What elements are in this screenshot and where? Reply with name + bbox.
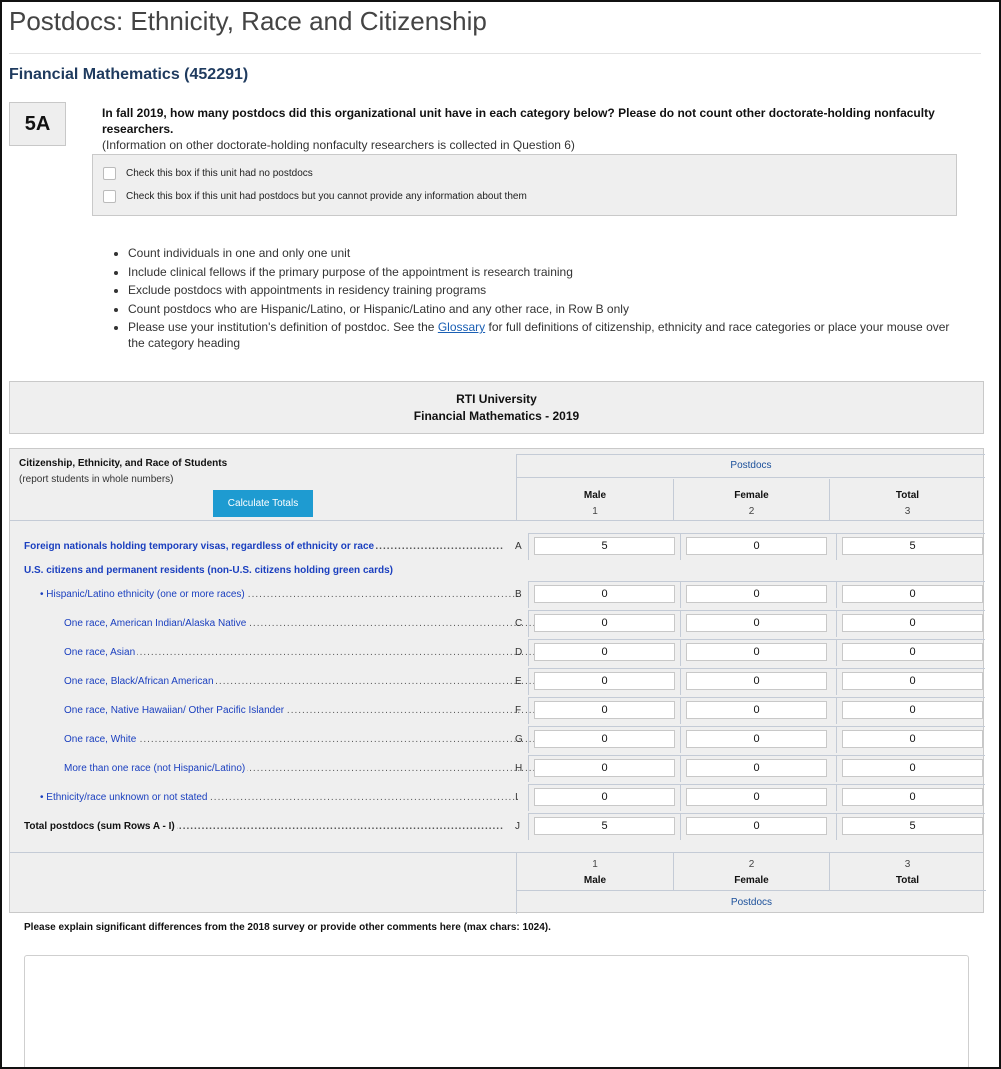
table-row-h	[10, 754, 985, 783]
instruction-item: • Count individuals in one and only one unit	[128, 245, 964, 261]
female-cell	[680, 755, 836, 782]
total-cell	[836, 668, 985, 695]
row-label: • Hispanic/Latino ethnicity (one or more races) .....	[40, 580, 520, 609]
row-letter: C	[515, 618, 523, 629]
row-letter: A	[515, 541, 522, 552]
male-input[interactable]	[534, 672, 675, 690]
column-number: 2	[748, 506, 755, 517]
male-input[interactable]	[534, 788, 675, 806]
column-footer-female	[673, 852, 829, 890]
grid-subtitle: (report students in whole numbers)	[19, 474, 174, 485]
total-input[interactable]	[842, 672, 983, 690]
table-row-g	[10, 725, 985, 754]
total-input[interactable]	[842, 701, 983, 719]
no-info-row[interactable]	[103, 190, 527, 203]
total-cell	[836, 639, 985, 666]
column-header-female	[673, 479, 829, 521]
row-label: One race, Black/African American .....	[64, 667, 544, 696]
column-label: Male	[583, 875, 607, 886]
table-row-e	[10, 667, 985, 696]
male-cell	[528, 639, 680, 666]
total-cell	[836, 813, 985, 840]
male-input[interactable]	[534, 759, 675, 777]
male-cell	[528, 726, 680, 753]
row-letter: H	[515, 763, 523, 774]
female-input[interactable]	[686, 701, 827, 719]
column-footer-male	[517, 852, 673, 890]
male-input[interactable]	[534, 730, 675, 748]
column-label: Female	[734, 490, 769, 501]
column-label: Male	[583, 490, 607, 501]
question-text	[102, 105, 972, 153]
institution-name: RTI University	[456, 392, 537, 406]
male-cell	[528, 610, 680, 637]
column-footer-total	[829, 852, 985, 890]
instruction-text: Please use your institution's definition of postdoc. See the	[128, 320, 438, 334]
male-cell	[528, 581, 680, 608]
postdocs-group-label: Postdocs	[517, 890, 986, 914]
male-cell	[528, 755, 680, 782]
female-input[interactable]	[686, 759, 827, 777]
male-input[interactable]	[534, 817, 675, 835]
male-input[interactable]	[534, 614, 675, 632]
instruction-item: • Exclude postdocs with appointments in residency training programs	[128, 282, 964, 298]
female-input[interactable]	[686, 643, 827, 661]
no-info-label: Check this box if this unit had postdocs but you cannot provide any information about them	[126, 191, 527, 202]
female-cell	[680, 784, 836, 811]
instruction-item: • Count postdocs who are Hispanic/Latino, or Hispanic/Latino and any other race, in Row B only	[128, 301, 964, 317]
title-divider	[9, 53, 981, 54]
total-input[interactable]	[842, 817, 983, 835]
total-input[interactable]	[842, 643, 983, 661]
institution-unit-year: Financial Mathematics - 2019	[413, 409, 580, 423]
female-cell	[680, 581, 836, 608]
male-cell	[528, 784, 680, 811]
row-letter: I	[515, 792, 518, 803]
table-row-b	[10, 580, 985, 609]
comments-label: Please explain significant differences from the 2018 survey or provide other comments here (max chars: 1024).	[24, 922, 551, 933]
row-label: • Ethnicity/race unknown or not stated .....	[40, 783, 520, 812]
row-label: Total postdocs (sum Rows A - I) .....	[24, 812, 504, 841]
row-label: One race, Asian .....	[64, 638, 544, 667]
male-cell	[528, 813, 680, 840]
instruction-item	[128, 319, 964, 351]
total-cell	[836, 784, 985, 811]
total-cell	[836, 726, 985, 753]
row-label: One race, Native Hawaiian/ Other Pacific Islander .....	[64, 696, 544, 725]
female-input[interactable]	[686, 585, 827, 603]
row-label: One race, American Indian/Alaska Native .....	[64, 609, 544, 638]
female-input[interactable]	[686, 788, 827, 806]
row-letter: E	[515, 676, 522, 687]
total-input[interactable]	[842, 759, 983, 777]
female-input[interactable]	[686, 672, 827, 690]
row-letter: B	[515, 589, 522, 600]
column-number: 1	[592, 859, 598, 870]
postdocs-group-label: Postdocs	[517, 455, 985, 478]
table-row-i	[10, 783, 985, 812]
female-cell	[680, 813, 836, 840]
row-label: More than one race (not Hispanic/Latino) .....	[64, 754, 544, 783]
female-input[interactable]	[686, 730, 827, 748]
table-row-c	[10, 609, 985, 638]
checkbox-panel	[92, 154, 957, 216]
column-label: Total	[895, 875, 920, 886]
total-cell	[836, 581, 985, 608]
no-postdocs-checkbox[interactable]	[103, 167, 116, 180]
row-letter: D	[515, 647, 523, 658]
header-divider	[10, 520, 983, 521]
row-letter: G	[515, 734, 523, 745]
male-cell	[528, 697, 680, 724]
total-cell	[836, 610, 985, 637]
instruction-text: for full definitions of citizenship, ethnicity and race categories or place your mouse over the category heading	[128, 320, 950, 350]
column-number: 3	[904, 506, 911, 517]
page-title: Postdocs: Ethnicity, Race and Citizenship	[9, 6, 487, 36]
column-label: Total	[895, 490, 920, 501]
instructions-list	[114, 245, 964, 354]
no-info-checkbox[interactable]	[103, 190, 116, 203]
instruction-item: • Include clinical fellows if the primary purpose of the appointment is research training	[128, 264, 964, 280]
postdoc-grid	[9, 448, 984, 913]
row-label: Foreign nationals holding temporary visas, regardless of ethnicity or race .....	[24, 532, 504, 561]
female-cell	[680, 639, 836, 666]
row-letter: J	[515, 821, 520, 832]
table-row-f	[10, 696, 985, 725]
grid-title: Citizenship, Ethnicity, and Race of Students	[19, 458, 228, 469]
female-cell	[680, 610, 836, 637]
male-input[interactable]	[534, 537, 675, 555]
column-header-total	[829, 479, 985, 521]
male-input[interactable]	[534, 701, 675, 719]
total-cell	[836, 755, 985, 782]
male-cell	[528, 668, 680, 695]
total-input[interactable]	[842, 537, 983, 555]
unit-name: Financial Mathematics (452291)	[9, 66, 249, 83]
column-header-male	[517, 479, 673, 521]
table-row-j	[10, 812, 985, 841]
total-input[interactable]	[842, 788, 983, 806]
glossary-link[interactable]: Glossary	[437, 320, 486, 334]
column-footer-group	[516, 852, 985, 914]
institution-header	[9, 381, 984, 434]
calculate-totals-button[interactable]: Calculate Totals	[213, 490, 313, 517]
column-number: 1	[592, 506, 598, 517]
female-input[interactable]	[686, 614, 827, 632]
total-input[interactable]	[842, 614, 983, 632]
total-cell	[836, 697, 985, 724]
section-us-label: U.S. citizens and permanent residents (non-U.S. citizens holding green cards)	[24, 565, 393, 576]
column-header-group	[516, 454, 985, 520]
column-label: Female	[734, 875, 769, 886]
female-cell	[680, 668, 836, 695]
total-input[interactable]	[842, 730, 983, 748]
male-input[interactable]	[534, 585, 675, 603]
row-label: One race, White .....	[64, 725, 544, 754]
column-number: 3	[904, 859, 911, 870]
female-cell	[680, 697, 836, 724]
female-cell	[680, 726, 836, 753]
question-prompt: In fall 2019, how many postdocs did this organizational unit have in each category below? Please do not count other doctorate-holding nonfaculty researchers.	[102, 106, 935, 136]
row-letter: F	[515, 705, 522, 716]
comments-textarea[interactable]	[24, 955, 969, 1069]
column-number: 2	[748, 859, 755, 870]
total-input[interactable]	[842, 585, 983, 603]
male-input[interactable]	[534, 643, 675, 661]
table-row-d	[10, 638, 985, 667]
no-postdocs-row[interactable]	[103, 167, 313, 180]
question-number: 5A	[9, 102, 66, 146]
female-input[interactable]	[686, 537, 827, 555]
no-postdocs-label: Check this box if this unit had no postdocs	[126, 168, 313, 179]
question-note: (Information on other doctorate-holding nonfaculty researchers is collected in Question 6)	[102, 138, 575, 152]
female-input[interactable]	[686, 817, 827, 835]
